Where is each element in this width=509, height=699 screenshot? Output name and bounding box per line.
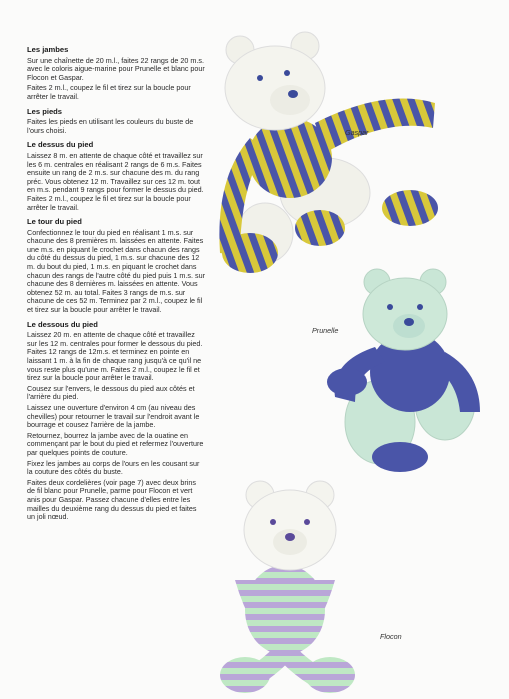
- section-paragraph: Faites les pieds en utilisant les couleurs du buste de l'ours choisi.: [27, 117, 194, 135]
- section-paragraph: Faites deux cordelières (voir page 7) avec deux brins de fil blanc pour Prunelle, parme pour Flocon et vert anis pour Gaspar. Passez chacune d'elles entre les mailles du deuxième rang du dessus du pied et faites un joli nœud.: [27, 477, 197, 522]
- flocon-bear-photo: [195, 470, 370, 699]
- section-title: Le tour du pied: [27, 217, 82, 227]
- caption-flocon: Flocon: [380, 632, 402, 641]
- section-paragraph: Faites 2 m.l., coupez le fil et tirez sur la boucle pour arrêter le travail.: [27, 83, 191, 101]
- caption-prunelle: Prunelle: [312, 326, 339, 335]
- gaspar-bear-photo: [195, 28, 465, 288]
- section-title: Les jambes: [27, 45, 69, 54]
- section-paragraph: Laissez 20 m. en attente de chaque côté et travaillez sur les 12 m. centrales pour former le dessous du pied. Faites 12 rangs de 12m.s. et terminez en pointe en laissant 1 m. à la fin de chaque rang jusqu'à ce qu'il ne vous reste plus qu'une m. Faites 2 m.l., coupez le fil et tirez sur la boucle pour arrêter le travail.: [27, 330, 203, 383]
- section-tour-pied: [27, 218, 205, 315]
- section-paragraph: Sur une chaînette de 20 m.l., faites 22 rangs de 20 m.s. avec le coloris aigue-marine pour Prunelle et blanc pour Flocon et Gaspar.: [27, 55, 205, 82]
- section-jambes: [27, 46, 205, 102]
- section-paragraph: Cousez sur l'envers, le dessous du pied aux côtés et l'arrière du pied.: [27, 383, 195, 402]
- section-pieds: [27, 108, 205, 136]
- section-title: Les pieds: [27, 106, 63, 116]
- section-title: Le dessous du pied: [27, 319, 98, 329]
- section-paragraph: Retournez, bourrez la jambe avec de la ouatine en commençant par le bout du pied et refermez l'ouverture par quelques points de couture.: [27, 430, 204, 457]
- section-paragraph: Laissez une ouverture d'environ 4 cm (au niveau des chevilles) pour retourner le travail sur l'endroit avant le bourrage et cousez l'arrière de la jambe.: [27, 402, 200, 430]
- section-paragraph: Confectionnez le tour du pied en réalisant 1 m.s. sur chacune des 8 premières m. laissées en attente. Faites une m.s. en piquant le crochet dans chacun des rangs du côté du dessus du pied, 1 m.s. sur chacune des 12 m. du bout du pied, 1 m.s. en piquant le crochet dans chacun des rangs de l'autre côté du pied puis 1 m.s. sur chacune des 8 dernières m. laissées en attente. Vous obtenez 52 m. au total. Faites 3 rangs de m.s. sur chacune de ces 52 m. Terminez par 2 m.l., coupez le fil et tirez sur la boucle pour arrêter le travail.: [27, 227, 205, 315]
- prunelle-bear-photo: [305, 262, 495, 477]
- section-paragraph: Laissez 8 m. en attente de chaque côté et travaillez sur les 6 m. centrales en réalisant 2 rangs de 6 m.s. Faites ensuite un rang de 2 m.s. sur chacune des m. du rang préc. Vous obtenez 12 m. Travaillez sur ces 12 m. tout en m.s. pendant 9 rangs pour former le dessus du pied. Faites 2 m.l., coupez le fil et tirez sur la boucle pour arrêter le travail.: [27, 150, 204, 212]
- instructions-column: [27, 46, 205, 528]
- section-dessous-pied: [27, 321, 205, 522]
- section-dessus-pied: [27, 141, 205, 212]
- section-paragraph: Fixez les jambes au corps de l'ours en les cousant sur la couture des côtés du buste.: [27, 458, 200, 477]
- section-title: Le dessus du pied: [27, 140, 94, 150]
- caption-gaspar: Gaspar: [345, 128, 369, 137]
